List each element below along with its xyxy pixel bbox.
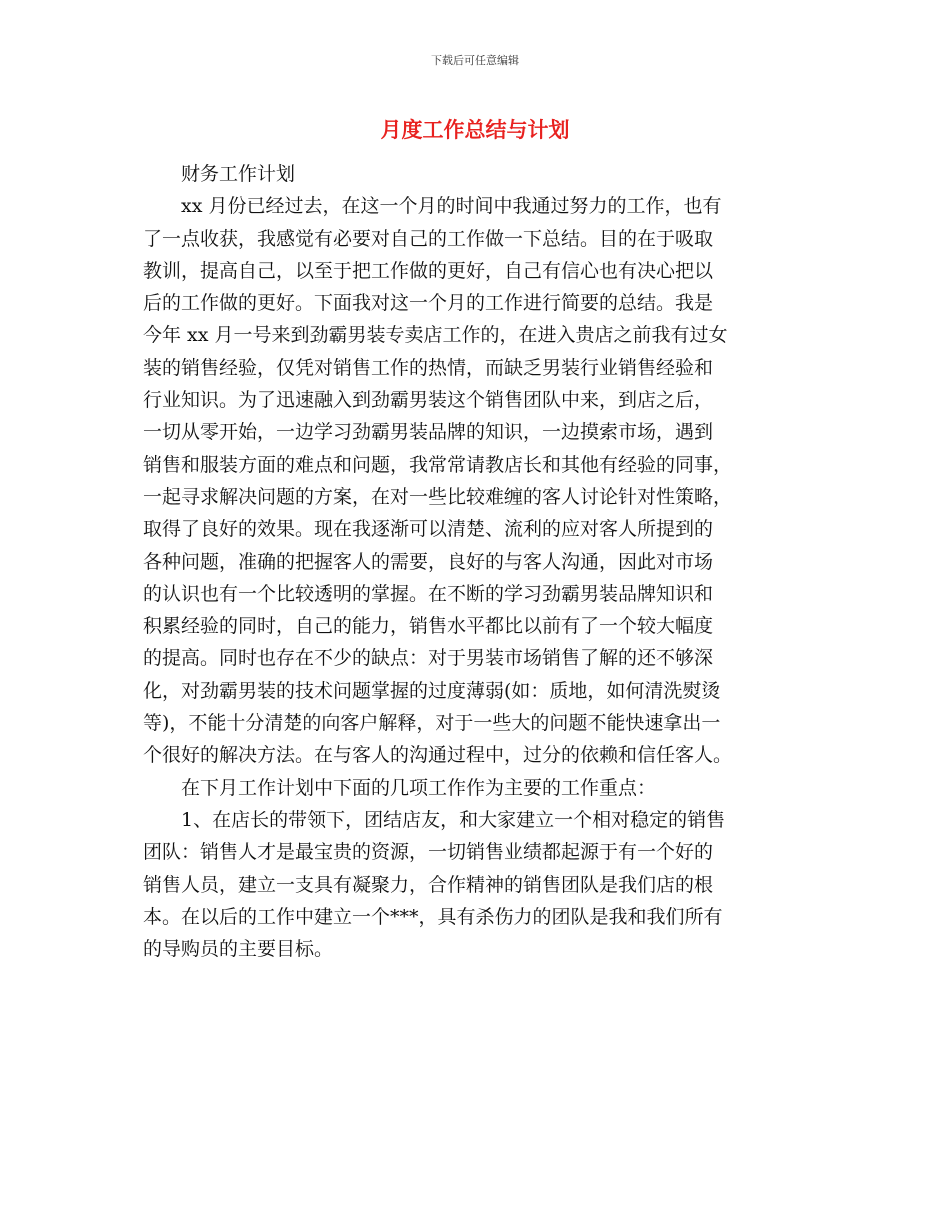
header-note: 下载后可任意编辑 [431, 54, 519, 67]
paragraph-line: 一起寻求解决问题的方案，在对一些比较难缠的客人讨论针对性策略， [143, 485, 733, 508]
paragraph-line: 的导购员的主要目标。 [143, 938, 334, 961]
paragraph-2: 在下月工作计划中下面的几项工作作为主要的工作重点： [181, 776, 657, 799]
paragraph-1 [143, 190, 808, 771]
paragraph-line: 等)，不能十分清楚的向客户解释，对于一些大的问题不能快速拿出一 [143, 712, 721, 735]
paragraph-line: xx 月份已经过去，在这一个月的时间中我通过努力的工作，也有 [181, 195, 722, 218]
paragraph-line: 团队：销售人才是最宝贵的资源，一切销售业绩都起源于有一个好的 [143, 841, 714, 864]
document-body [143, 158, 808, 965]
paragraph-line: 个很好的解决方法。在与客人的沟通过程中，过分的依赖和信任客人。 [143, 744, 733, 767]
paragraph-line: 今年 xx 月一号来到劲霸男装专卖店工作的，在进入贵店之前我有过女 [143, 324, 728, 347]
paragraph-3 [143, 804, 808, 965]
paragraph-line: 取得了良好的效果。现在我逐渐可以清楚、流利的应对客人所提到的 [143, 518, 714, 541]
paragraph-line: 了一点收获，我感觉有必要对自己的工作做一下总结。目的在于吸取 [143, 227, 714, 250]
section-heading: 财务工作计划 [181, 163, 296, 185]
paragraph-line: 销售和服装方面的难点和问题，我常常请教店长和其他有经验的同事， [143, 453, 733, 476]
paragraph-line: 本。在以后的工作中建立一个***，具有杀伤力的团队是我和我们所有 [143, 905, 723, 928]
paragraph-line: 1、在店长的带领下，团结店友，和大家建立一个相对稳定的销售 [181, 808, 726, 831]
paragraph-line: 一切从零开始，一边学习劲霸男装品牌的知识，一边摸索市场，遇到 [143, 421, 714, 444]
paragraph-line: 的提高。同时也存在不少的缺点：对于男装市场销售了解的还不够深 [143, 647, 714, 670]
document-title: 月度工作总结与计划 [380, 118, 570, 142]
paragraph-line: 化，对劲霸男装的技术问题掌握的过度薄弱(如：质地，如何清洗熨烫 [143, 679, 721, 702]
paragraph-line: 积累经验的同时，自己的能力，销售水平都比以前有了一个较大幅度 [143, 615, 714, 638]
paragraph-line: 的认识也有一个比较透明的掌握。在不断的学习劲霸男装品牌知识和 [143, 582, 714, 605]
paragraph-line: 行业知识。为了迅速融入到劲霸男装这个销售团队中来，到店之后， [143, 389, 714, 412]
paragraph-line: 销售人员，建立一支具有凝聚力，合作精神的销售团队是我们店的根 [143, 873, 714, 896]
paragraph-line: 后的工作做的更好。下面我对这一个月的工作进行简要的总结。我是 [143, 292, 714, 315]
paragraph-line: 各种问题，准确的把握客人的需要，良好的与客人沟通，因此对市场 [143, 550, 714, 573]
paragraph-line: 装的销售经验，仅凭对销售工作的热情，而缺乏男装行业销售经验和 [143, 356, 714, 379]
paragraph-line: 教训，提高自己，以至于把工作做的更好，自己有信心也有决心把以 [143, 259, 714, 282]
